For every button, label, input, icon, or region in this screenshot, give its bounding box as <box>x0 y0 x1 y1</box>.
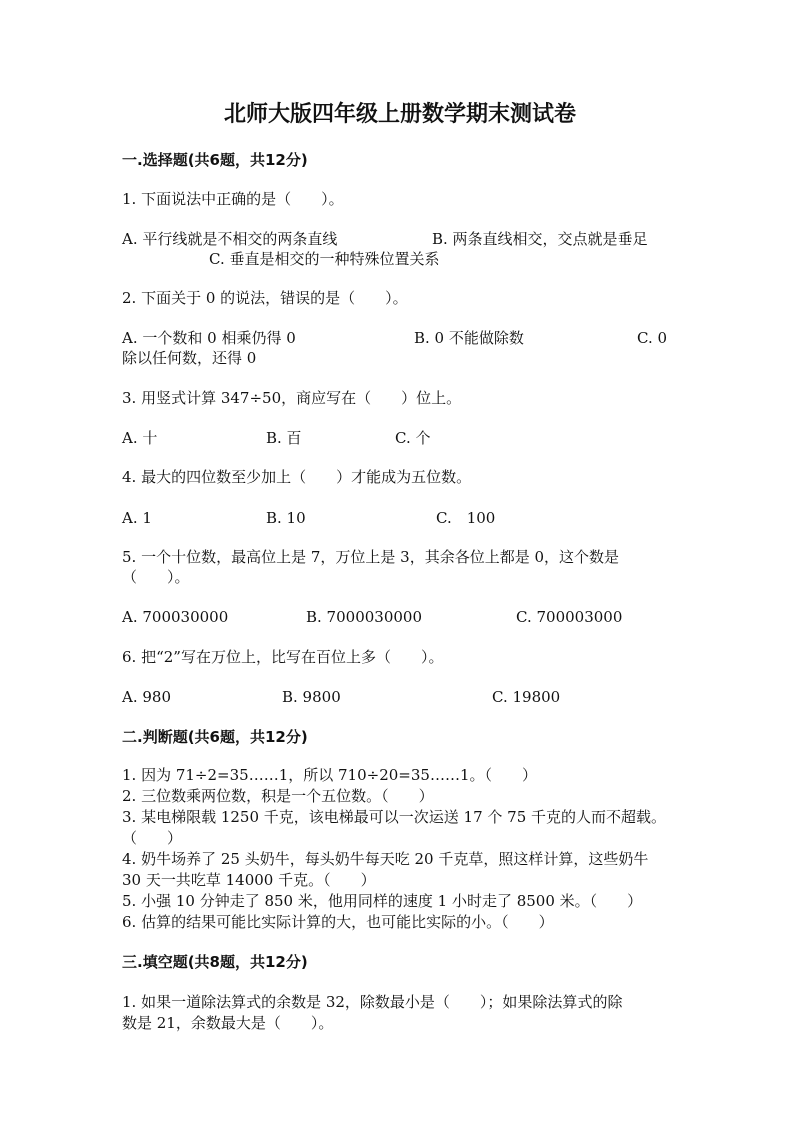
question-3-option-a: A. 十 <box>122 429 158 447</box>
question-1-option-a: A. 平行线就是不相交的两条直线 <box>122 230 338 248</box>
judge-question-3: 3. 某电梯限载 1250 千克，该电梯最可以一次运送 17 个 75 千克的人而不超载。 <box>122 808 667 826</box>
question-1-option-c: C. 垂直是相交的一种特殊位置关系 <box>209 250 440 268</box>
question-4-option-a: A. 1 <box>122 509 152 527</box>
question-4-option-c: C. 100 <box>436 509 496 527</box>
question-6-option-b: B. 9800 <box>282 688 341 706</box>
judge-question-1: 1. 因为 71÷2=35……1，所以 710÷20=35……1。（ ） <box>122 766 537 784</box>
fill-question-1: 1. 如果一道除法算式的余数是 32，除数最小是（ ）；如果除法算式的除 <box>122 993 623 1011</box>
judge-question-4-continued: 30 天一共吃草 14000 千克。（ ） <box>122 871 376 889</box>
judge-question-6: 6. 估算的结果可能比实际计算的大，也可能比实际的小。（ ） <box>122 913 554 931</box>
question-2-option-a: A. 一个数和 0 相乘仍得 0 <box>122 329 296 347</box>
question-3-option-b: B. 百 <box>266 429 302 447</box>
question-4-stem: 4. 最大的四位数至少加上（ ）才能成为五位数。 <box>122 468 472 486</box>
judge-question-3-continued: （ ） <box>122 829 183 847</box>
question-5-stem: 5. 一个十位数，最高位上是 7，万位上是 3，其余各位上都是 0，这个数是 <box>122 548 620 566</box>
question-2-stem: 2. 下面关于 0 的说法，错误的是（ ）。 <box>122 289 408 307</box>
section-heading-judge: 二.判断题(共6题，共12分) <box>122 728 308 746</box>
question-5-option-b: B. 7000030000 <box>306 608 422 626</box>
question-5-option-c: C. 700003000 <box>516 608 623 626</box>
question-5-stem-continued: （ ）。 <box>122 568 190 586</box>
page-title: 北师大版四年级上册数学期末测试卷 <box>223 102 576 127</box>
question-1-stem: 1. 下面说法中正确的是（ ）。 <box>122 190 344 208</box>
section-heading-fill: 三.填空题(共8题，共12分) <box>122 953 308 971</box>
question-1-option-b: B. 两条直线相交，交点就是垂足 <box>432 230 648 248</box>
question-2-option-c-continued: 除以任何数，还得 0 <box>122 349 257 367</box>
question-6-option-a: A. 980 <box>122 688 171 706</box>
question-4-option-b: B. 10 <box>266 509 306 527</box>
judge-question-2: 2. 三位数乘两位数，积是一个五位数。（ ） <box>122 787 434 805</box>
section-heading-choice: 一.选择题(共6题，共12分) <box>122 151 308 169</box>
question-2-option-b: B. 0 不能做除数 <box>414 329 524 347</box>
question-6-option-c: C. 19800 <box>492 688 561 706</box>
question-3-option-c: C. 个 <box>395 429 431 447</box>
judge-question-4: 4. 奶牛场养了 25 头奶牛，每头奶牛每天吃 20 千克草，照这样计算，这些奶牛 <box>122 850 649 868</box>
question-2-option-c: C. 0 <box>637 329 668 347</box>
question-6-stem: 6. 把“2”写在万位上，比写在百位上多（ ）。 <box>122 648 444 666</box>
question-5-option-a: A. 700030000 <box>122 608 229 626</box>
judge-question-5: 5. 小强 10 分钟走了 850 米，他用同样的速度 1 小时走了 8500 米。（ ） <box>122 892 643 910</box>
question-3-stem: 3. 用竖式计算 347÷50，商应写在（ ）位上。 <box>122 389 462 407</box>
fill-question-1-continued: 数是 21，余数最大是（ ）。 <box>122 1014 334 1032</box>
